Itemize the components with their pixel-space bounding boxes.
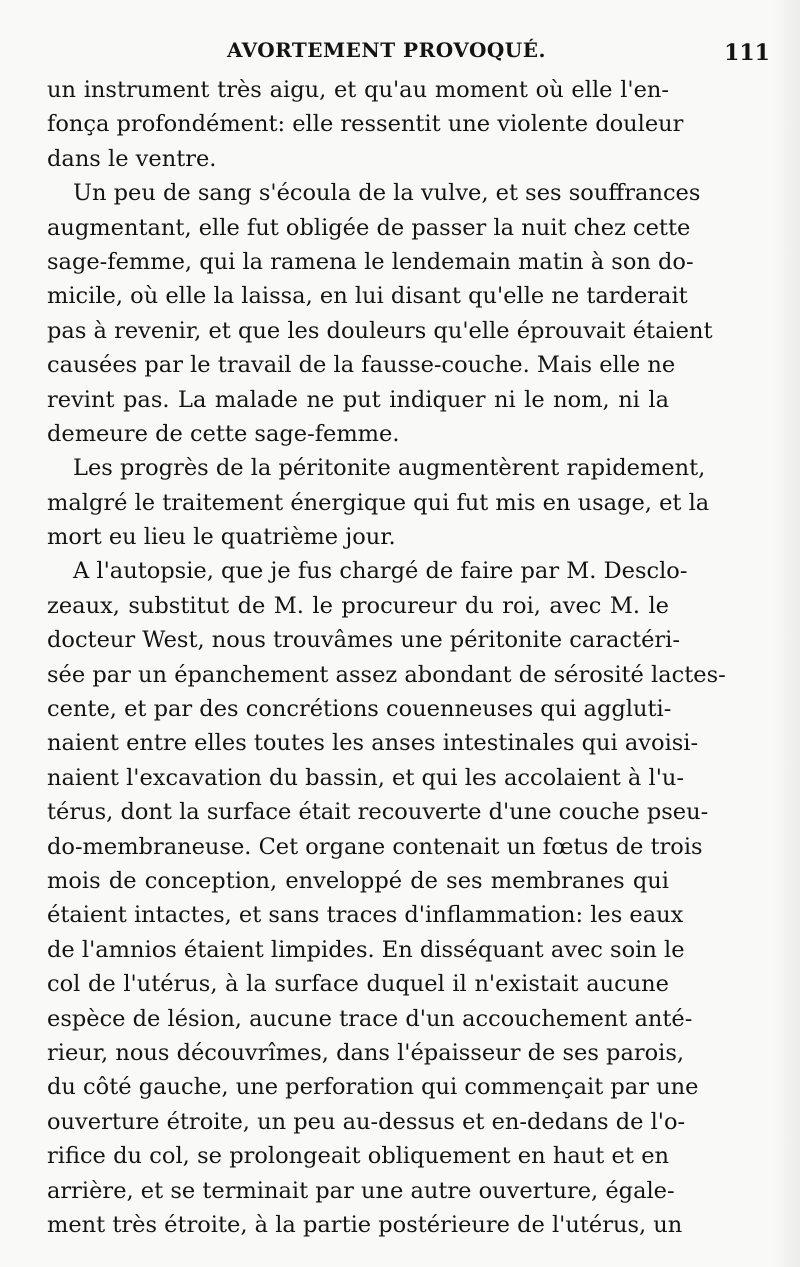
page-number: 111: [724, 40, 770, 66]
paragraph-start-line: Un peu de sang s'écoula de la vulve, et ses souffrances: [73, 180, 701, 207]
text-line: cente, et par des concrétions couenneuses qui aggluti-: [47, 696, 672, 723]
text-line: malgré le traitement énergique qui fut mis en usage, et la: [47, 489, 710, 516]
text-line: augmentant, elle fut obligée de passer la nuit chez cette: [47, 214, 691, 241]
text-line: docteur West, nous trouvâmes une péritonite caractéri-: [47, 627, 680, 654]
text-line: térus, dont la surface était recouverte d'une couche pseu-: [47, 799, 709, 826]
page-header: [47, 38, 770, 74]
text-line: sée par un épanchement assez abondant de sérosité lactes-: [47, 661, 726, 688]
text-line: zeaux, substitut de M. le procureur du roi, avec M. le: [47, 592, 669, 619]
text-line: ment très étroite, à la partie postérieure de l'utérus, un: [47, 1211, 683, 1238]
text-line: étaient intactes, et sans traces d'inflammation: les eaux: [47, 902, 684, 929]
text-line: revint pas. La malade ne put indiquer ni le nom, ni la: [47, 386, 669, 413]
text-line: naient l'excavation du bassin, et qui les accolaient à l'u-: [47, 764, 684, 791]
paragraph-start-line: A l'autopsie, que je fus chargé de faire par M. Desclo-: [73, 558, 688, 585]
text-line: espèce de lésion, aucune trace d'un accouchement anté-: [47, 1005, 693, 1032]
text-line: mort eu lieu le quatrième jour.: [47, 524, 396, 551]
text-line: mois de conception, enveloppé de ses membranes qui: [47, 867, 669, 894]
text-line: fonça profondément: elle ressentit une violente douleur: [47, 111, 684, 138]
text-line: pas à revenir, et que les douleurs qu'elle éprouvait étaient: [47, 317, 713, 344]
text-line: demeure de cette sage-femme.: [47, 420, 400, 447]
text-line: causées par le travail de la fausse-couche. Mais elle ne: [47, 352, 676, 379]
paragraph-start-line: Les progrès de la péritonite augmentèrent rapidement,: [73, 455, 706, 482]
text-line: rieur, nous découvrîmes, dans l'épaisseur de ses parois,: [47, 1039, 685, 1066]
text-line: rifice du col, se prolongeait obliquement en haut et en: [47, 1143, 669, 1170]
body-text: [47, 73, 726, 1242]
running-title: AVORTEMENT PROVOQUÉ.: [227, 38, 546, 62]
text-line: sage-femme, qui la ramena le lendemain matin à son do-: [47, 248, 694, 275]
text-line: de l'amnios étaient limpides. En disséquant avec soin le: [47, 936, 685, 963]
text-line: do-membraneuse. Cet organe contenait un fœtus de trois: [47, 833, 703, 860]
text-line: dans le ventre.: [47, 145, 217, 172]
text-line: ouverture étroite, un peu au-dessus et en-dedans de l'o-: [47, 1108, 686, 1135]
text-line: arrière, et se terminait par une autre ouverture, égale-: [47, 1177, 675, 1204]
text-line: naient entre elles toutes les anses intestinales qui avoisi-: [47, 730, 699, 757]
text-line: du côté gauche, une perforation qui commençait par une: [47, 1074, 699, 1101]
text-line: col de l'utérus, à la surface duquel il n'existait aucune: [47, 971, 669, 998]
text-line: un instrument très aigu, et qu'au moment où elle l'en-: [47, 77, 669, 103]
text-line: micile, où elle la laissa, en lui disant qu'elle ne tarderait: [47, 283, 688, 310]
